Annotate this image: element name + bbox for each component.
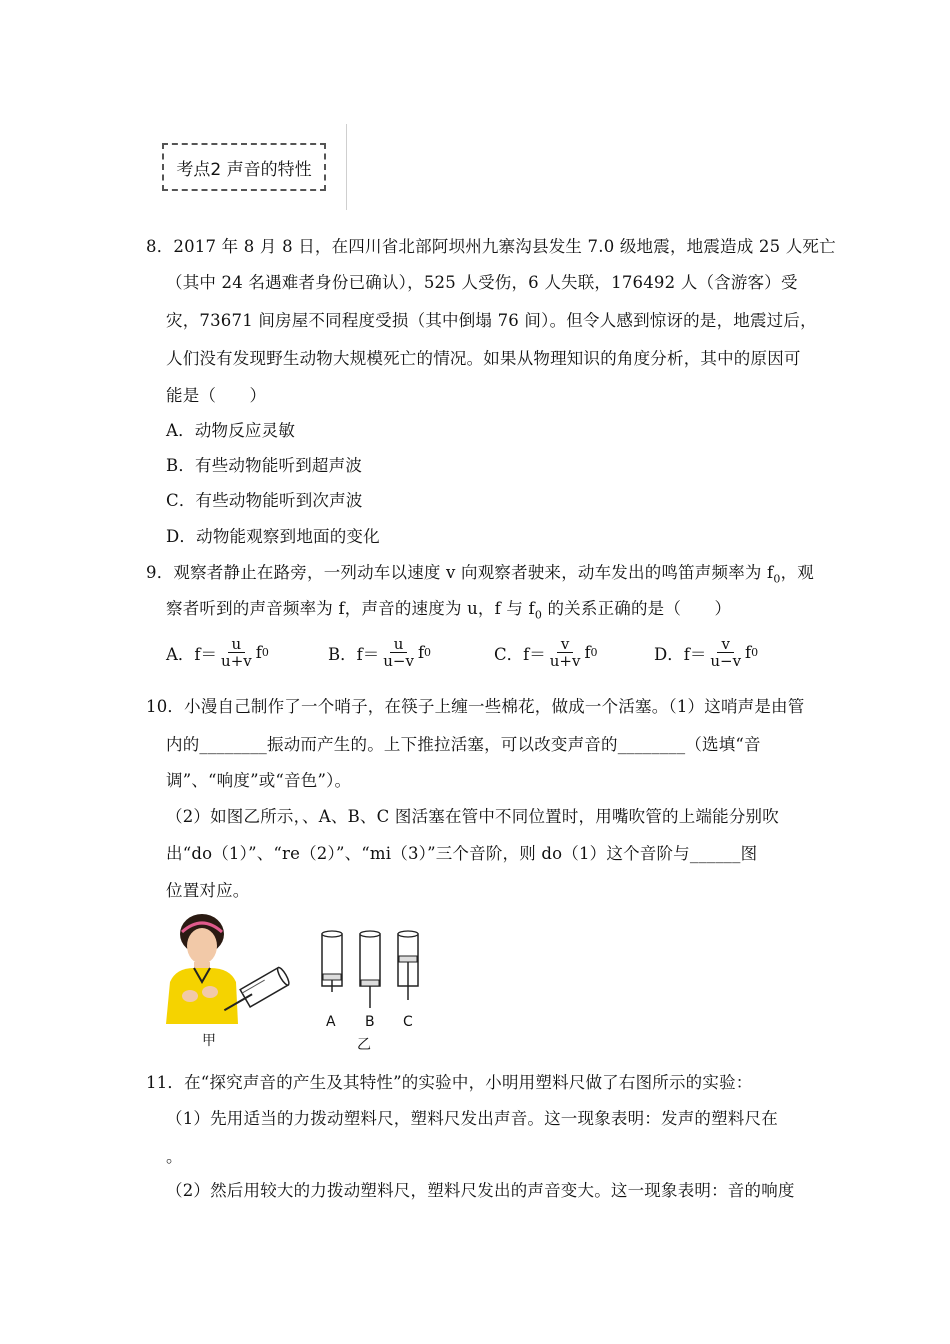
figure-yi-caption: 乙 [357,1037,371,1053]
q9-line-1: 9．观察者静止在路旁，一列动车以速度 v 向观察者驶来，动车发出的鸣笛声频率为 $f_0$，观 [146,563,814,586]
tubes-figure [318,928,428,1008]
q10-line-1: 10．小漫自己制作了一个哨子，在筷子上缠一些棉花，做成一个活塞。（1）这哨声是由管 [146,697,805,716]
q8-option-a: A．动物反应灵敏 [166,421,296,440]
q11-line-4: （2）然后用较大的力拨动塑料尺，塑料尺发出的声音变大。这一现象表明：音的响度 [166,1181,795,1200]
tube-c [398,931,418,1000]
tube-a [322,931,342,992]
fraction: $\frac{u}{u+v}$ [221,635,252,670]
figure-jia-caption: 甲 [202,1033,216,1049]
q8-option-b: B．有些动物能听到超声波 [166,456,363,475]
q8-line-1: 8．2017 年 8 月 8 日，在四川省北部阿坝州九寨沟县发生 7.0 级地震，地震造成 25 人死亡 [146,237,836,256]
fraction: $\frac{u}{u-v}$ [383,635,414,670]
q10-line-6: 位置对应。 [166,881,250,900]
q10-line-4: （2）如图乙所示，、A、B、C 图活塞在管中不同位置时，用嘴吹管的上端能分别吹 [166,807,779,826]
q9-option-c: C．f＝ $\frac{v}{u+v}$ f 0 [494,635,598,670]
q9-line-2: 察者听到的声音频率为 f，声音的速度为 u，f 与 $f_0$ 的关系正确的是（ ） [166,599,732,622]
tube-label-b: B [365,1014,375,1030]
q11-line-3: 。 [166,1147,183,1166]
tube-label-a: A [326,1014,336,1030]
girl-whistle-figure [160,912,300,1024]
q10-line-3: 调”、“响度”或“音色”）。 [166,771,352,790]
fraction: $\frac{v}{u+v}$ [549,635,581,670]
divider-line [346,124,347,210]
q8-line-5: 能是（ ） [166,386,267,405]
topic-heading: 考点2 声音的特性 [162,143,326,191]
tube-label-c: C [403,1014,413,1030]
tube-b [360,931,380,1008]
q8-option-c: C．有些动物能听到次声波 [166,491,363,510]
q10-line-2: 内的________振动而产生的。上下推拉活塞，可以改变声音的________（选填“音 [166,735,761,754]
q8-option-d: D．动物能观察到地面的变化 [166,527,380,546]
q11-line-1: 11．在“探究声音的产生及其特性”的实验中，小明用塑料尺做了右图所示的实验： [146,1073,753,1092]
fraction: $\frac{v}{u-v}$ [710,635,742,670]
q9-option-b: B．f＝ $\frac{u}{u-v}$ f 0 [328,635,432,670]
q9-option-a: A．f＝ $\frac{u}{u+v}$ f 0 [166,635,269,670]
q8-line-2: （其中 24 名遇难者身份已确认），525 人受伤，6 人失联，176492 人（含游客）受 [166,273,798,292]
q9-option-d: D．f＝ $\frac{v}{u-v}$ f 0 [654,635,759,670]
q8-line-3: 灾，73671 间房屋不同程度受损（其中倒塌 76 间）。但令人感到惊讶的是，地震过后， [166,311,817,330]
q10-line-5: 出“do（1）”、“re（2）”、“mi（3）”三个音阶，则 do（1）这个音阶与______图 [166,844,758,863]
q11-line-2: （1）先用适当的力拨动塑料尺，塑料尺发出声音。这一现象表明：发声的塑料尺在 [166,1109,778,1128]
q8-line-4: 人们没有发现野生动物大规模死亡的情况。如果从物理知识的角度分析，其中的原因可 [166,349,801,368]
